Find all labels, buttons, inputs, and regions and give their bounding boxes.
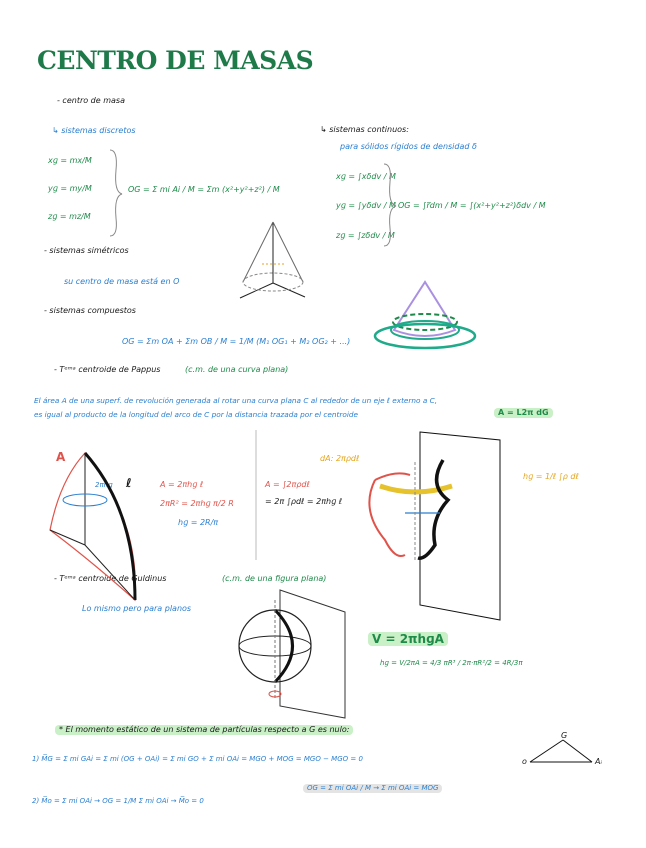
pappus-heading: - Tᵉᵐᵃ centroide de Pappus	[54, 365, 161, 374]
momento-heading: * El momento estático de un sistema de partículas respecto a G es nulo:	[55, 725, 353, 735]
continuos-label: ↳ sistemas continuos:	[320, 125, 409, 134]
yg-cont: yɡ = ∫yδdv / M	[336, 201, 396, 210]
momento-eq2: 2) M̅o = Σ mi OAi → OG = 1/M Σ mi OAi → M̅o = 0	[32, 797, 204, 805]
yg-formula: yɡ = my/M	[48, 184, 92, 193]
pappus-line1: El área A de una superf. de revolución generada al rotar una curva plana C al rededor de un eje ℓ externo a C,	[34, 396, 438, 405]
pappus-int1: A = ∫2πρdℓ	[265, 480, 310, 489]
triangle-O-label: o	[522, 757, 527, 766]
continuos-sub: para sólidos rígidos de densidad δ	[340, 142, 477, 151]
guldinus-heading: - Tᵉᵐᵃ centroide de Guldinus	[54, 574, 167, 583]
fig1-2pi-label: 2πhɡ	[95, 481, 113, 489]
compuestos-formula: OG = Σm OA + Σm OB / M = 1/M (M₁ OG₁ + M₂ OG₂ + ...)	[122, 337, 351, 346]
guldinus-result: V = 2πhɡA	[368, 632, 448, 646]
guldinus-sub: (c.m. de una figura plana)	[222, 574, 327, 583]
guldinus-sphere-figure	[239, 590, 345, 718]
symmetric-cone-figure	[240, 222, 305, 298]
discretos-label: ↳ sistemas discretos	[52, 126, 136, 135]
compuestos-label: - sistemas compuestos	[44, 306, 136, 315]
pappus-eq2: 2πR² = 2πhɡ π/2 R	[160, 499, 234, 508]
fig4-dA-label: dA: 2πρdℓ	[320, 454, 360, 463]
revolution-surface-figure	[369, 432, 500, 620]
section-centro-de-masa: - centro de masa	[57, 96, 125, 105]
composite-cone-figure	[375, 282, 475, 348]
simetricos-text: su centro de masa está en O	[64, 277, 180, 286]
fig1-area-label: A	[56, 450, 66, 464]
fig4-hg-formula: hɡ = 1/ℓ ∫ρ dℓ	[523, 472, 579, 481]
brace-discrete	[110, 150, 122, 236]
guldinus-text: Lo mismo pero para planos	[82, 604, 192, 613]
xg-cont: xɡ = ∫xδdv / M	[336, 172, 396, 181]
pappus-eq3: hɡ = 2R/π	[178, 518, 219, 527]
brace-continuous	[384, 164, 396, 246]
fig1-arc-label: ℓ	[126, 476, 132, 490]
simetricos-label: - sistemas simétricos	[44, 246, 129, 255]
momento-eq2-og: OG = Σ mi OAi / M → Σ mi OAi = MOG	[303, 784, 442, 793]
pappus-sub: (c.m. de una curva plana)	[185, 365, 289, 374]
triangle-A-label: Aᵢ	[595, 757, 602, 766]
triangle-G-label: G	[561, 731, 568, 740]
og-discrete-formula: OG = Σ mi Ai / M = Σm (x²+y²+z²) / M	[128, 185, 280, 194]
guldinus-hg: hɡ = V/2πA = 4/3 πR³ / 2π·πR²/2 = 4R/3π	[380, 659, 523, 667]
xg-formula: xɡ = mx/M	[48, 156, 92, 165]
pappus-line2: es igual al producto de la longitud del arco de C por la distancia trazada por el centroide	[34, 410, 358, 419]
og-cont-formula: OG = ∫r̅dm / M = ∫(x²+y²+z²)δdv / M	[398, 201, 546, 210]
pappus-result: A = L2π dG	[494, 408, 553, 418]
page-title: CENTRO DE MASAS	[37, 46, 314, 75]
pappus-eq1: A = 2πhɡ ℓ	[160, 480, 204, 489]
zg-formula: zɡ = mz/M	[48, 212, 91, 221]
triangle-goa-figure	[530, 740, 592, 762]
pappus-sphere-figure	[50, 450, 135, 600]
zg-cont: zɡ = ∫zδdv / M	[336, 231, 395, 240]
momento-eq1: 1) M̅G = Σ mi GAi = Σ mi (OG + OAi) = Σ mi GO + Σ mi OAi = MGO + MOG = MGO − MGO = 0	[32, 755, 363, 763]
pappus-int2: = 2π ∫ρdℓ = 2πhɡ ℓ	[265, 497, 343, 506]
